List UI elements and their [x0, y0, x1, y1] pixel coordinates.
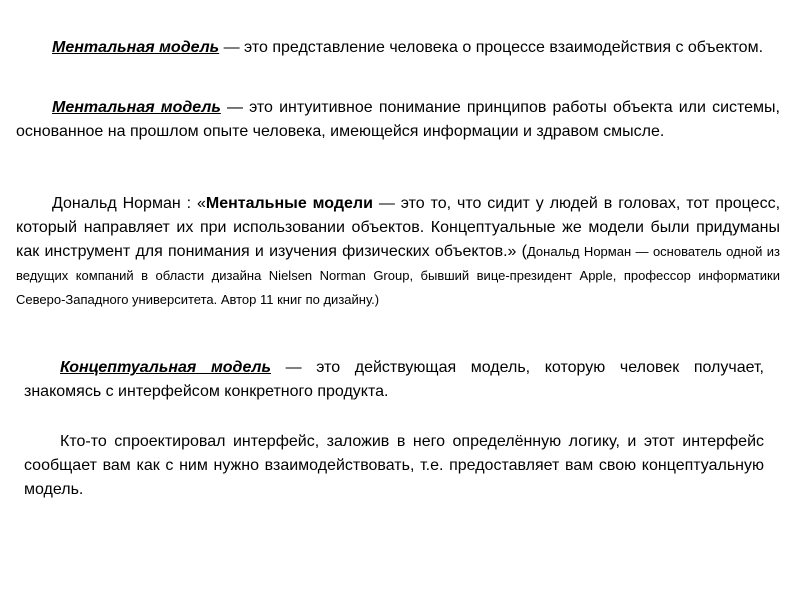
conceptual-model-definition — [24, 356, 764, 404]
interface-logic-paragraph — [24, 430, 764, 502]
conceptual-model-term: Концептуальная модель — [60, 359, 271, 376]
mental-model-term: Ментальная модель — [52, 99, 221, 116]
mental-model-definition-1 — [16, 36, 780, 60]
norman-quote-paragraph — [16, 192, 780, 312]
mental-model-term: Ментальная модель — [52, 39, 220, 56]
author-note: Дональд Норман — основатель одной из ведущих компаний в области дизайна Nielsen Norman Group, бывший вице-президент Apple, профессор информатики Северо-Западного университета. Автор 11 книг по дизайну.) — [16, 244, 780, 307]
interface-logic-text: Кто-то спроектировал интерфейс, заложив в него определённую логику, и этот интерфейс сообщает вам как с ним нужно взаимодействовать, т.е. предоставляет вам свою концептуальную модель. — [24, 433, 764, 498]
quote-term: Ментальные модели — [205, 195, 373, 212]
quote-lead: Дональд Норман : « — [52, 195, 206, 212]
mental-model-definition-2 — [16, 96, 780, 144]
quote-text: — это то, что сидит у людей в головах, тот процесс, который направляет их при использовании объектов. Концептуальные же модели были придуманы как инструмент для понимания и изучения физических объектов.» ( — [16, 195, 781, 260]
conceptual-model-definition-text: — это действующая модель, которую человек получает, знакомясь с интерфейсом конкретного продукта. — [24, 359, 764, 400]
mental-model-definition-text: — это представление человека о процессе взаимодействия с объектом. — [219, 39, 764, 56]
mental-model-definition-text: — это интуитивное понимание принципов работы объекта или системы, основанное на прошлом опыте человека, имеющейся информации и здравом смысле. — [16, 99, 780, 140]
